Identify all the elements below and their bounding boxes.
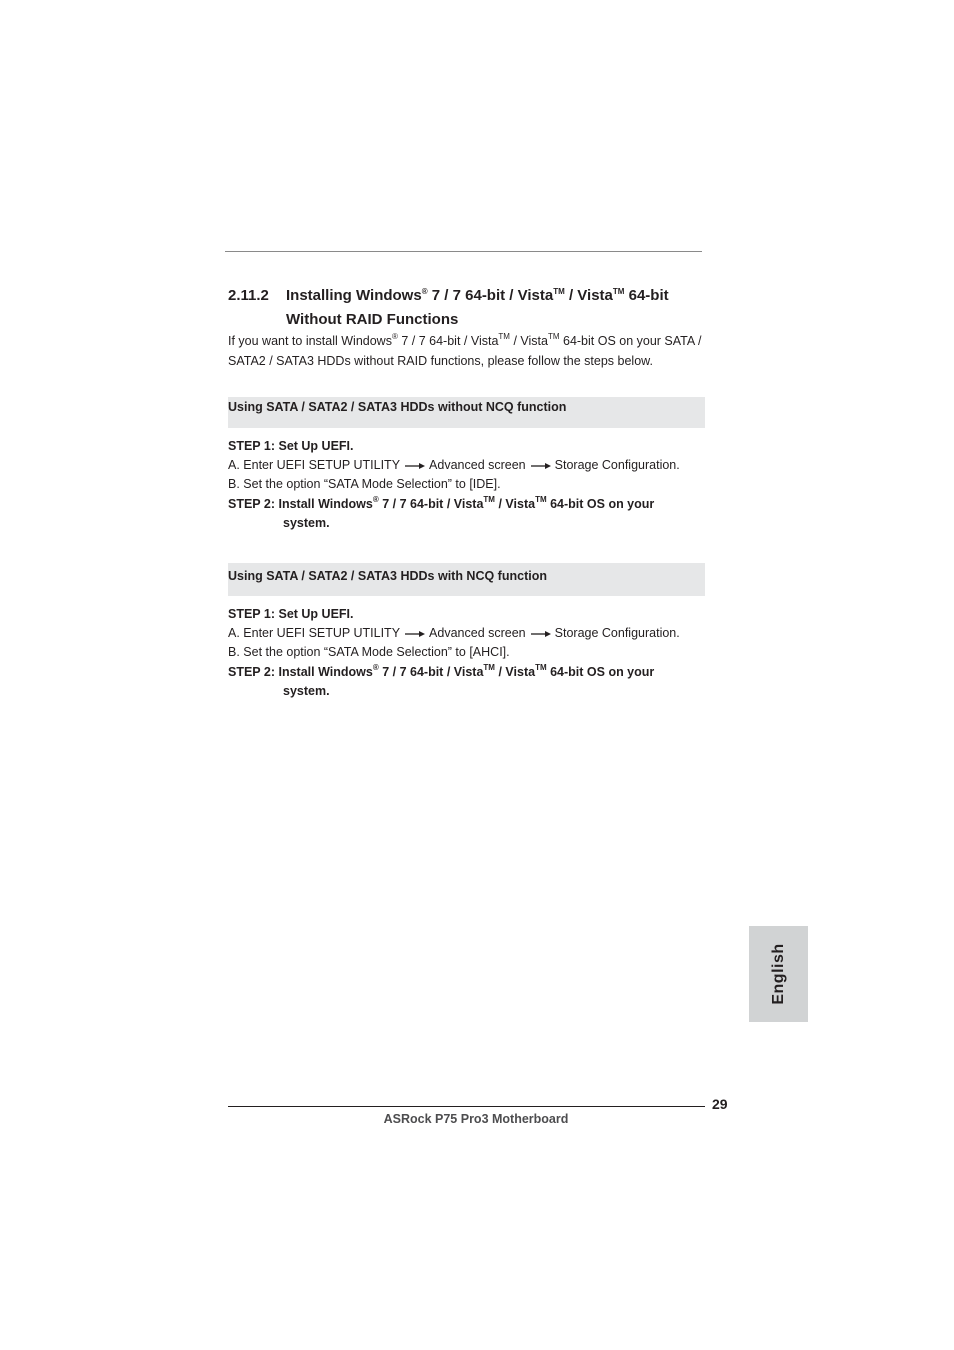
step1-a-part2: Advanced screen [429, 626, 526, 640]
block-heading-bar-with-ncq [228, 563, 705, 596]
block-heading-bar-no-ncq [228, 397, 705, 428]
step2-line1: STEP 2: Install Windows® 7 / 7 64-bit / Vista™ / Vista™ 64-bit OS on your [228, 495, 655, 511]
step1-b-line: B. Set the option “SATA Mode Selection” to [IDE]. [228, 477, 501, 491]
step2-line2: system. [283, 516, 330, 530]
step1-a-part2: Advanced screen [429, 458, 526, 472]
step1-title: STEP 1: Set Up UEFI. [228, 607, 354, 621]
step1-a-part3: Storage Configuration. [554, 458, 680, 472]
step1-title: STEP 1: Set Up UEFI. [228, 439, 354, 453]
section-title-line2: Without RAID Functions [286, 311, 459, 328]
step1-a-line [228, 456, 680, 475]
step1-a-part1: A. Enter UEFI SETUP UTILITY [228, 626, 401, 640]
step2-line1: STEP 2: Install Windows® 7 / 7 64-bit / Vista™ / Vista™ 64-bit OS on your [228, 663, 655, 679]
section-number: 2.11.2 [228, 287, 269, 304]
right-arrow-icon [531, 630, 551, 638]
page-number: 29 [712, 1096, 728, 1112]
right-arrow-icon [531, 462, 551, 470]
footer-text: ASRock P75 Pro3 Motherboard [383, 1112, 569, 1126]
intro-paragraph: If you want to install Windows® 7 / 7 64-bit / Vista™ / Vista™ 64-bit OS on your SATA / SATA2 / SATA3 HDDs without RAID functions, please follow the steps below. [228, 332, 702, 368]
right-arrow-icon [405, 462, 425, 470]
block-heading: Using SATA / SATA2 / SATA3 HDDs with NCQ function [228, 569, 547, 583]
block-heading: Using SATA / SATA2 / SATA3 HDDs without NCQ function [228, 400, 567, 414]
language-label: English [769, 943, 787, 1005]
language-side-tab [749, 926, 808, 1022]
top-rule [225, 251, 702, 252]
step1-a-line [228, 624, 680, 643]
bottom-rule [228, 1106, 705, 1107]
right-arrow-icon [405, 630, 425, 638]
step1-b-line: B. Set the option “SATA Mode Selection” to [AHCI]. [228, 645, 510, 659]
step1-a-part3: Storage Configuration. [554, 626, 680, 640]
step2-line2: system. [283, 684, 330, 698]
section-title-line1: Installing Windows® 7 / 7 64-bit / Vista™ / Vista™ 64-bit [286, 287, 669, 304]
step1-a-part1: A. Enter UEFI SETUP UTILITY [228, 458, 401, 472]
